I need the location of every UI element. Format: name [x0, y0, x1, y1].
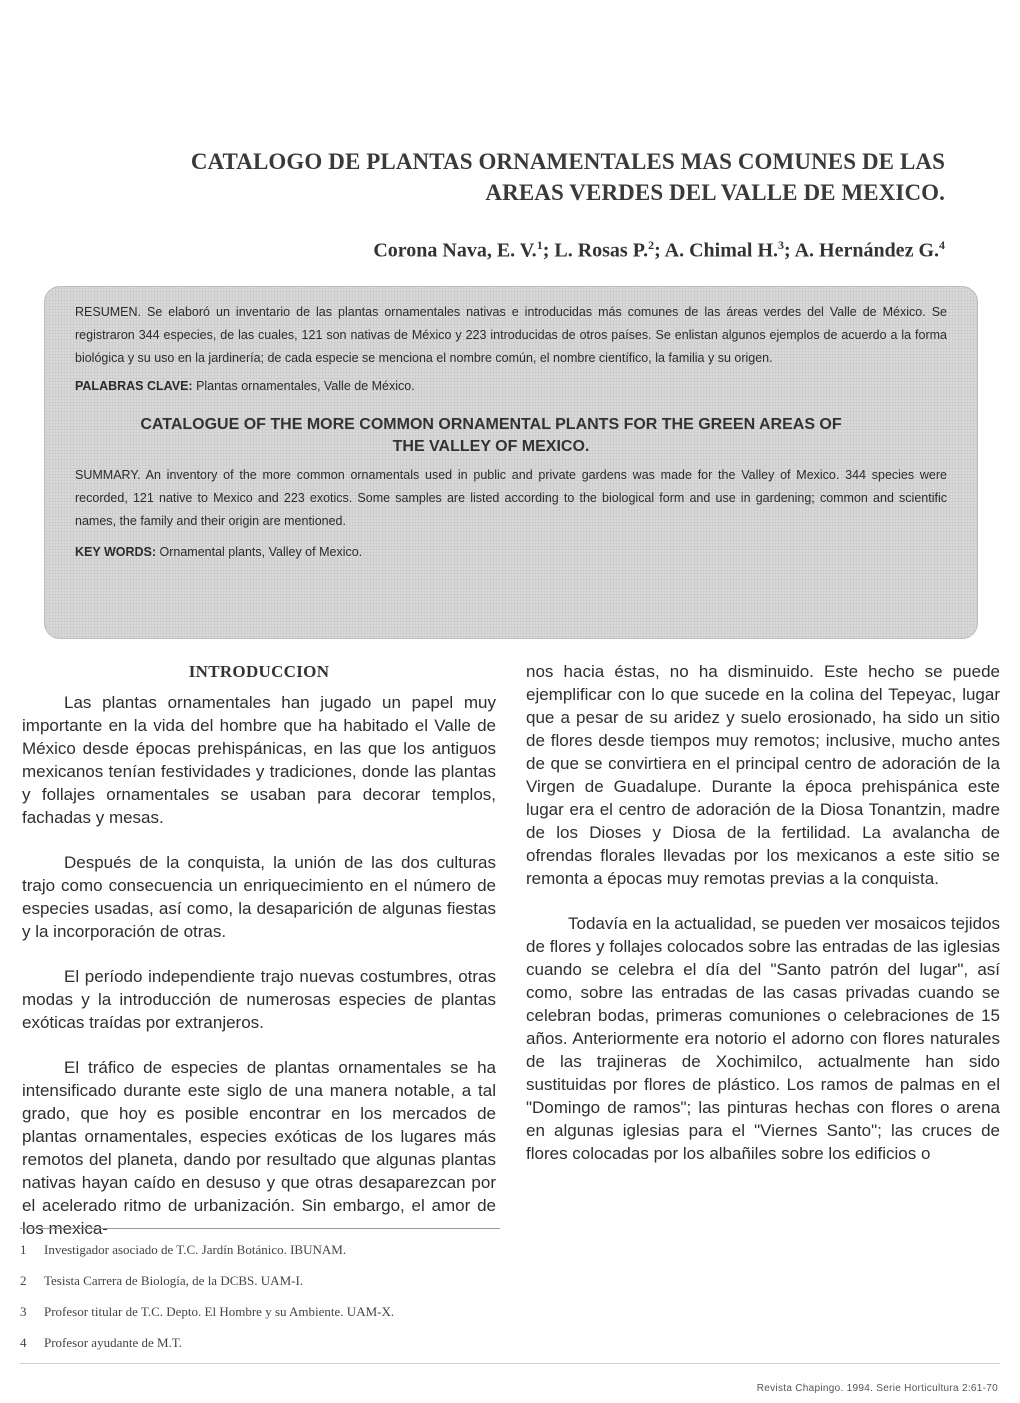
footnote: [20, 1335, 620, 1366]
key-words-value: Ornamental plants, Valley of Mexico.: [156, 545, 363, 559]
palabras-clave: [75, 379, 947, 393]
footnote-number: 1: [20, 1242, 27, 1257]
footnotes: [20, 1242, 620, 1366]
author: Corona Nava, E. V.: [373, 239, 537, 262]
paragraph: Todavía en la actualidad, se pueden ver mosaicos tejidos de flores y follajes colocados sobre las entradas de las iglesias cuando se celebra el día del "Santo patrón del lugar", así como, sobre las entradas de las casas privadas cuando se celebran bodas, primeras comuniones o celebraciones de 15 años. Anteriormente era notorio el adorno con flores naturales de las trajineras de Xochimilco, actualmente han sido sustituidas por flores de plástico. Los ramos de palmas en el "Domingo de ramos"; las pinturas hechas con flores o arena en algunas iglesias para el "Viernes Santo"; las cruces de flores colocadas por los albañiles sobre los edificios o: [526, 914, 1000, 1163]
footnote-text: Profesor ayudante de M.T.: [44, 1335, 183, 1350]
footnote-number: 2: [20, 1273, 27, 1288]
author-separator: ;: [542, 239, 555, 262]
paragraph: nos hacia éstas, no ha disminuido. Este hecho se puede ejemplificar con lo que sucede en la colina del Tepeyac, lugar que a pesar de su aridez y suelo erosionado, ha sido un sitio de flores desde tiempos muy remotos; inclusive, mucho antes de que se convirtiera en el principal centro de adoración de la Virgen de Guadalupe. Durante la época prehispánica este lugar era el centro de adoración de la Diosa Tonantzin, madre de los Dioses y Diosa de la fertilidad. La avalancha de ofrendas florales llevadas por los mexicanos a este sitio se remonta a épocas muy remotas previas a la conquista.: [526, 662, 1000, 888]
english-title-line-2: THE VALLEY OF MEXICO.: [392, 438, 590, 455]
author: A. Hernández G.: [794, 239, 939, 262]
footnote-number: 3: [20, 1304, 27, 1319]
english-title-line-1: CATALOGUE OF THE MORE COMMON ORNAMENTAL PLANTS FOR THE GREEN AREAS OF: [140, 416, 842, 433]
footnote-text: Tesista Carrera de Biología, de la DCBS. UAM-I.: [44, 1273, 304, 1288]
section-heading-introduccion: INTRODUCCION: [188, 662, 330, 681]
page-bottom-rule: [20, 1363, 1000, 1364]
paragraph: Después de la conquista, la unión de las dos culturas trajo como consecuencia un enriquecimiento en el número de especies usadas, así como, la desaparición de algunas fiestas y la incorporación de otras.: [22, 853, 496, 941]
author-affiliation-mark: 2: [648, 238, 655, 252]
palabras-clave-label: PALABRAS CLAVE:: [75, 379, 193, 393]
footnote: [20, 1242, 620, 1273]
resumen-text: RESUMEN. Se elaboró un inventario de las plantas ornamentales nativas e introducidas más comunes de las áreas verdes del Valle de México. Se registraron 344 especies, de las cuales, 121 son nativas de México y 223 introducidas de otros países. Se enlistan algunos ejemplos de acuerdo a la forma biológica y su uso en la jardinería; de cada especie se menciona el nombre común, el nombre científico, la familia y su origen.: [75, 305, 947, 365]
author-affiliation-mark: 1: [536, 238, 543, 252]
palabras-clave-value: Plantas ornamentales, Valle de México.: [192, 379, 415, 393]
paragraph: Las plantas ornamentales han jugado un papel muy importante en la vida del hombre que ha habitado el Valle de México desde épocas prehispánicas, en las que los antiguos mexicanos tenían festividades y tradiciones, donde las plantas y follajes ornamentales se usaban para decorar templos, fachadas y mesas.: [22, 693, 496, 827]
footnote-number: 4: [20, 1335, 27, 1350]
author-affiliation-mark: 4: [939, 238, 945, 252]
abstract-box: [44, 286, 978, 639]
left-column: [22, 660, 496, 1240]
key-words: [75, 545, 947, 559]
footnote: [20, 1273, 620, 1304]
paper-title: [60, 146, 945, 208]
paper-title-line-1: CATALOGO DE PLANTAS ORNAMENTALES MAS COMUNES DE LAS: [190, 149, 945, 174]
journal-citation: Revista Chapingo. 1994. Serie Horticultura 2:61-70: [756, 1383, 998, 1394]
author-separator: ;: [784, 239, 795, 262]
footnote: [20, 1304, 620, 1335]
english-title: [75, 414, 907, 458]
paragraph: El período independiente trajo nuevas costumbres, otras modas y la introducción de numerosas especies de plantas exóticas traídas por extranjeros.: [22, 967, 496, 1032]
author: L. Rosas P.: [554, 239, 649, 262]
footnote-text: Profesor titular de T.C. Depto. El Hombre y su Ambiente. UAM-X.: [44, 1304, 395, 1319]
footnote-divider: [20, 1228, 500, 1229]
author-list: [60, 238, 945, 263]
author: A. Chimal H.: [664, 239, 778, 262]
author-affiliation-mark: 3: [778, 238, 784, 252]
author-separator: ;: [654, 239, 665, 262]
summary-text: SUMMARY. An inventory of the more common ornamentals used in public and private gardens was made for the Valley of Mexico. 344 species were recorded, 121 native to Mexico and 223 exotics. Some samples are listed according to the biological form and use in gardening; common and scientific names, the family and their origin are mentioned.: [75, 468, 947, 528]
right-column: [526, 660, 1000, 1165]
footnote-text: Investigador asociado de T.C. Jardín Botánico. IBUNAM.: [44, 1242, 347, 1257]
paper-title-line-2: AREAS VERDES DEL VALLE DE MEXICO.: [485, 180, 945, 205]
paragraph: El tráfico de especies de plantas ornamentales se ha intensificado durante este siglo de una manera notable, a tal grado, que hoy es posible encontrar en los mercados de plantas ornamentales, especies exóticas de los lugares más remotos del planeta, dando por resultado que algunas plantas nativas hayan caído en desuso y que otras desaparezcan por el acelerado ritmo de urbanización. Sin embargo, el amor de los mexica-: [22, 1058, 496, 1238]
key-words-label: KEY WORDS:: [75, 545, 157, 559]
